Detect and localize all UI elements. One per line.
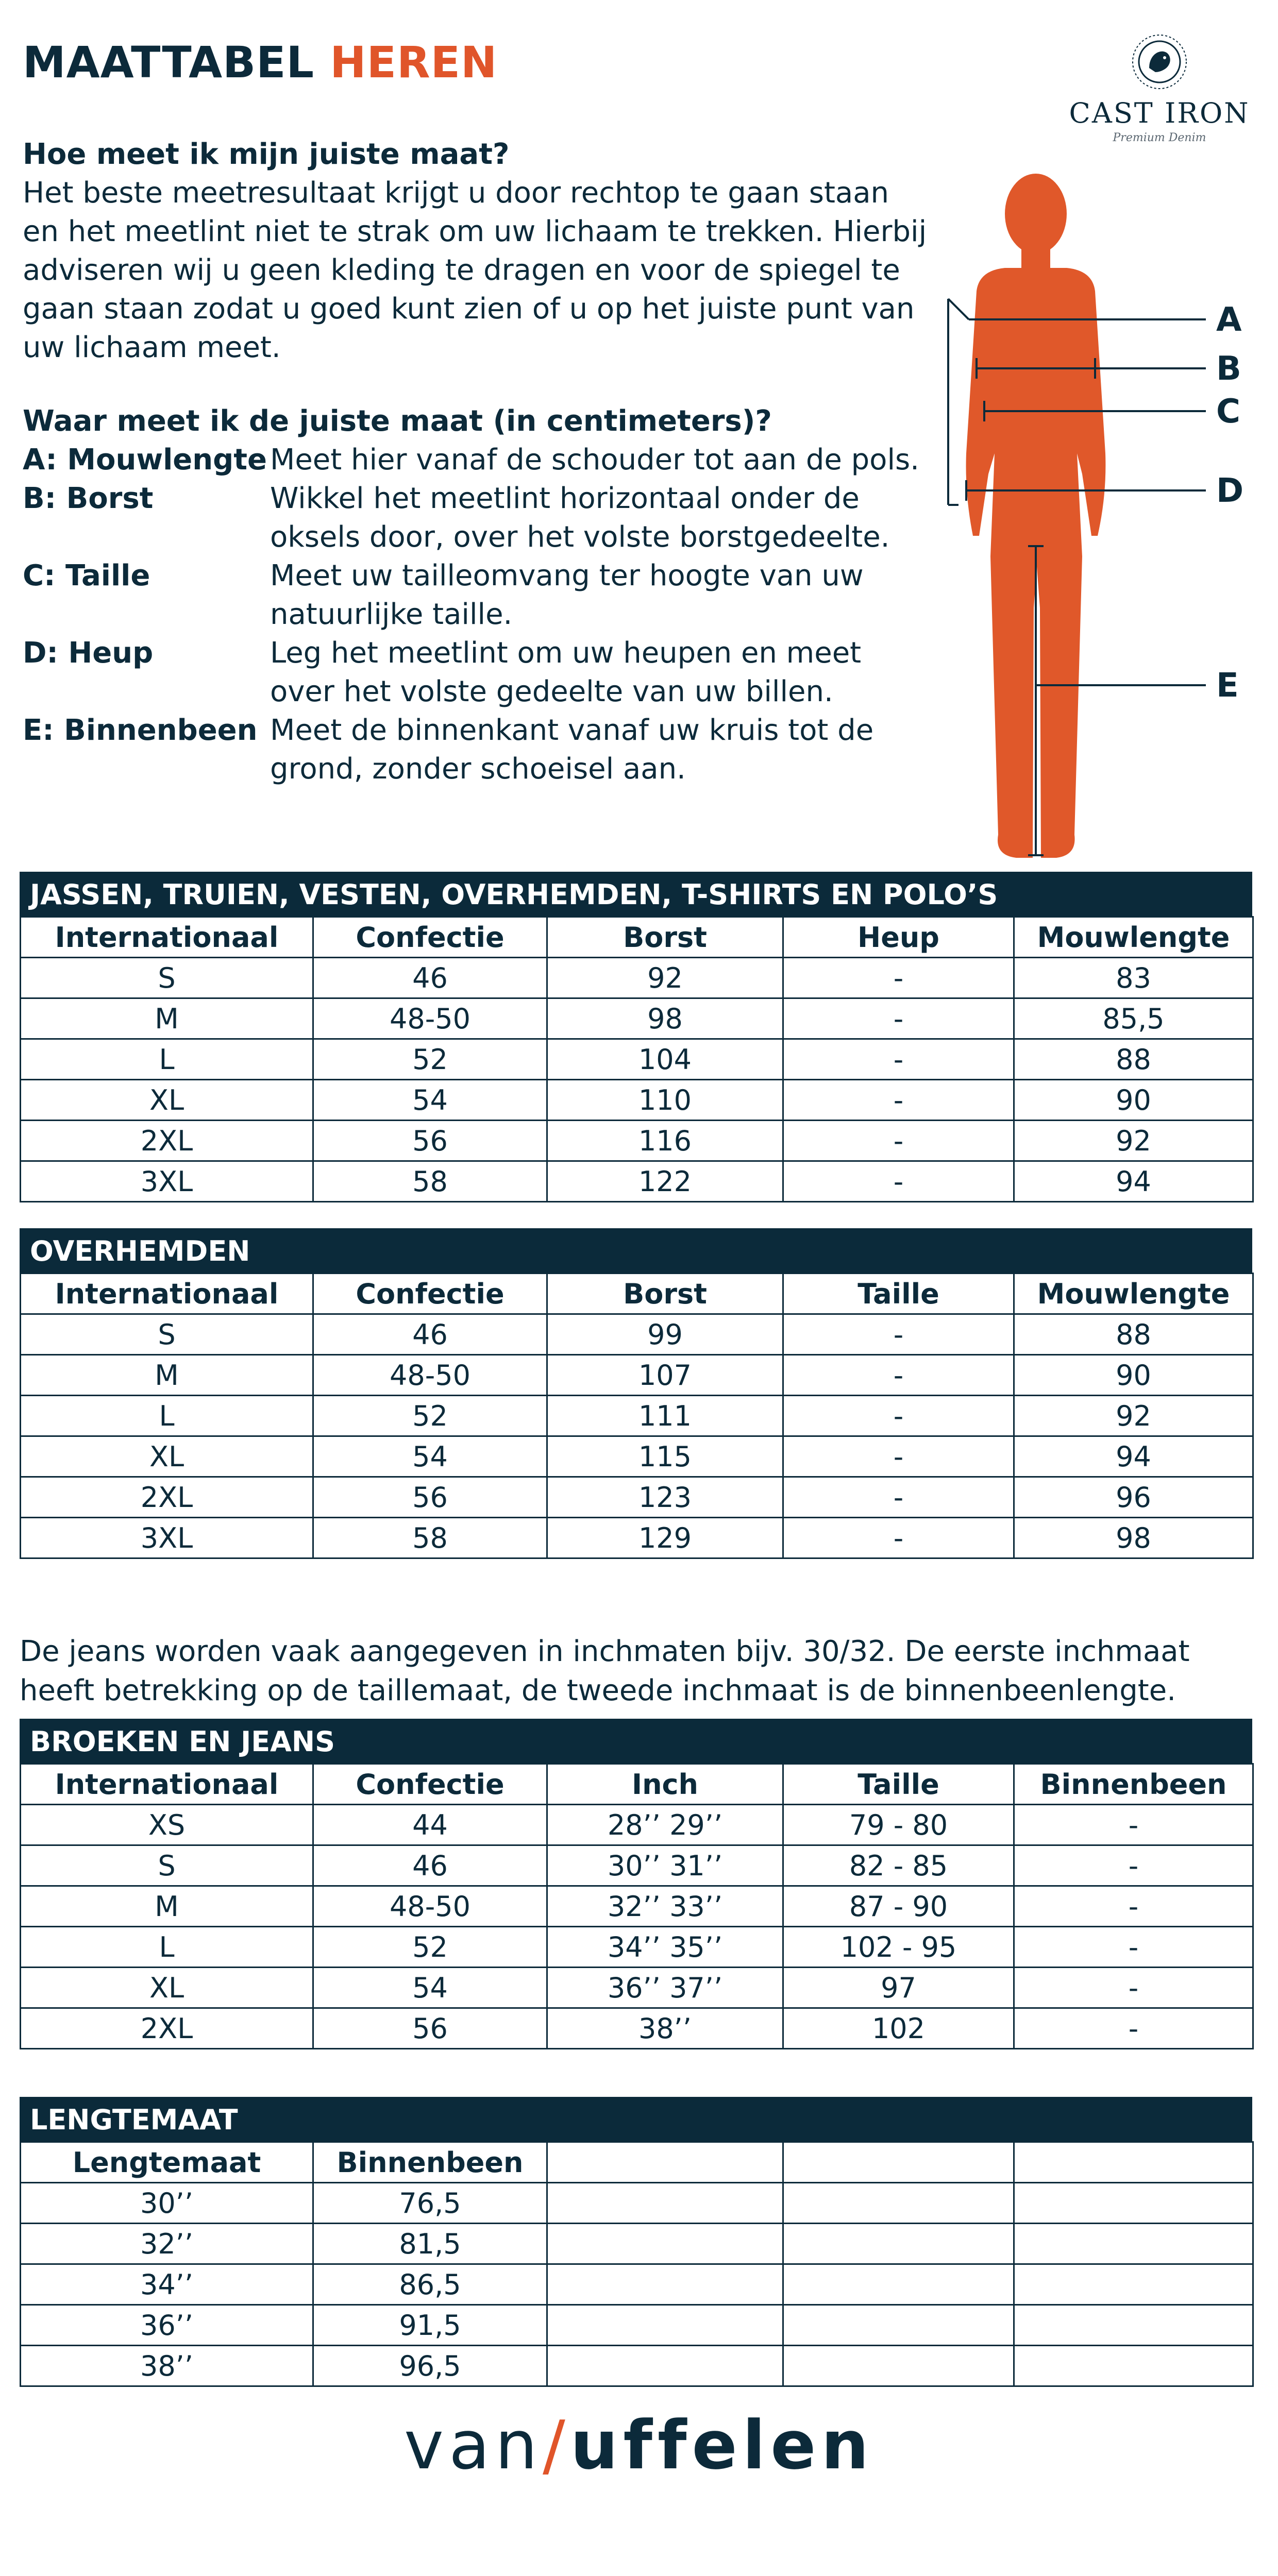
table-cell: - — [1014, 2008, 1253, 2049]
table-cell: 34’’ — [21, 2264, 313, 2305]
measure-key: C: Taille — [23, 559, 150, 592]
table-cell: 52 — [313, 1039, 547, 1080]
intro-line: uw lichaam meet. — [23, 331, 281, 364]
column-header: Taille — [783, 1764, 1014, 1805]
table-cell: 92 — [1014, 1396, 1253, 1436]
column-header: Internationaal — [21, 917, 313, 958]
table-cell: 34’’ 35’’ — [547, 1927, 783, 1968]
table-cell: 38’’ — [21, 2346, 313, 2386]
measure-key: B: Borst — [23, 482, 154, 515]
table-row — [21, 2008, 1253, 2049]
table-cell: M — [21, 1886, 313, 1927]
table-cell: 30’’ 31’’ — [547, 1845, 783, 1886]
table-row — [21, 1121, 1253, 1161]
column-header: Confectie — [313, 1274, 547, 1314]
table-cell — [547, 2183, 783, 2224]
table-cell: 54 — [313, 1080, 547, 1121]
table-cell: 48-50 — [313, 1886, 547, 1927]
measure-desc: Meet uw tailleomvang ter hoogte van uw — [270, 559, 864, 592]
measure-item-waist — [23, 556, 950, 634]
table-cell: - — [1014, 1927, 1253, 1968]
table-cell: 46 — [313, 958, 547, 998]
table-shirts — [20, 1228, 1252, 1559]
table-cell: 54 — [313, 1968, 547, 2008]
measure-desc: Meet de binnenkant vanaf uw kruis tot de — [270, 714, 874, 747]
table-cell: - — [783, 1477, 1014, 1518]
logo-right: uffelen — [570, 2406, 874, 2484]
measure-desc: Leg het meetlint om uw heupen en meet — [270, 636, 862, 670]
measure-key: E: Binnenbeen — [23, 714, 258, 747]
table-row — [21, 1805, 1253, 1845]
column-header: Heup — [783, 917, 1014, 958]
table-cell — [547, 2305, 783, 2346]
jeans-note — [20, 1632, 1267, 1710]
table-cell: - — [783, 1080, 1014, 1121]
column-header — [1014, 2142, 1253, 2183]
table-header-row — [21, 917, 1253, 958]
table-cell — [547, 2224, 783, 2264]
table-title: LENGTEMAAT — [20, 2097, 1252, 2141]
table-cell — [1014, 2264, 1253, 2305]
table-cell: XL — [21, 1080, 313, 1121]
measure-desc: Wikkel het meetlint horizontaal onder de — [270, 482, 860, 515]
table-cell: M — [21, 998, 313, 1039]
size-table — [20, 1273, 1254, 1559]
table-cell: - — [783, 1396, 1014, 1436]
table-cell: - — [783, 1355, 1014, 1396]
table-row — [21, 958, 1253, 998]
table-cell: 85,5 — [1014, 998, 1253, 1039]
table-cell — [1014, 2224, 1253, 2264]
column-header: Borst — [547, 917, 783, 958]
table-title: BROEKEN EN JEANS — [20, 1719, 1252, 1763]
brand-subtitle: Premium Denim — [1113, 131, 1206, 144]
table-cell: 88 — [1014, 1039, 1253, 1080]
table-cell: 97 — [783, 1968, 1014, 2008]
table-cell: 94 — [1014, 1436, 1253, 1477]
table-cell: 76,5 — [313, 2183, 547, 2224]
table-cell: L — [21, 1396, 313, 1436]
table-cell: 99 — [547, 1314, 783, 1355]
cast-iron-logo — [1067, 31, 1252, 144]
table-cell — [547, 2264, 783, 2305]
logo-slash: / — [543, 2406, 570, 2484]
table-title: JASSEN, TRUIEN, VESTEN, OVERHEMDEN, T-SHIRTS EN POLO’S — [20, 872, 1252, 916]
table-cell: 58 — [313, 1161, 547, 1202]
measure-heading: Waar meet ik de juiste maat (in centimeters)? — [23, 404, 772, 438]
table-row — [21, 2305, 1253, 2346]
table-cell — [547, 2346, 783, 2386]
table-cell: - — [783, 958, 1014, 998]
table-cell — [1014, 2183, 1253, 2224]
table-cell: L — [21, 1039, 313, 1080]
table-row — [21, 1039, 1253, 1080]
van-uffelen-logo — [0, 2406, 1278, 2484]
title-main: MAATTABEL — [23, 37, 315, 88]
table-cell: 56 — [313, 1477, 547, 1518]
table-cell: 123 — [547, 1477, 783, 1518]
table-cell: 122 — [547, 1161, 783, 1202]
measure-desc: over het volste gedeelte van uw billen. — [270, 675, 833, 708]
table-cell: 102 - 95 — [783, 1927, 1014, 1968]
table-cell: M — [21, 1355, 313, 1396]
figure-label-d: D — [1216, 472, 1244, 510]
table-cell: 48-50 — [313, 998, 547, 1039]
table-row — [21, 1886, 1253, 1927]
table-cell: 32’’ 33’’ — [547, 1886, 783, 1927]
table-jackets — [20, 872, 1252, 1202]
table-cell: 96 — [1014, 1477, 1253, 1518]
table-cell: 87 - 90 — [783, 1886, 1014, 1927]
table-cell: XS — [21, 1805, 313, 1845]
table-cell: 98 — [1014, 1518, 1253, 1558]
logo-left: van — [404, 2406, 543, 2484]
measure-guide — [23, 402, 950, 788]
column-header: Binnenbeen — [313, 2142, 547, 2183]
intro-line: en het meetlint niet te strak om uw lichaam te trekken. Hierbij — [23, 215, 927, 248]
table-row — [21, 2264, 1253, 2305]
figure-label-e: E — [1216, 667, 1239, 705]
measure-item-hip — [23, 634, 950, 711]
table-cell: 83 — [1014, 958, 1253, 998]
table-cell: 116 — [547, 1121, 783, 1161]
table-cell — [783, 2346, 1014, 2386]
brand-name: CAST IRON — [1069, 97, 1250, 129]
column-header — [783, 2142, 1014, 2183]
title-accent: HEREN — [330, 37, 498, 88]
table-row — [21, 1477, 1253, 1518]
measure-desc: natuurlijke taille. — [270, 598, 513, 631]
measure-item-inseam — [23, 711, 950, 788]
note-line: heeft betrekking op de taillemaat, de tweede inchmaat is de binnenbeenlengte. — [20, 1674, 1176, 1707]
table-cell: S — [21, 958, 313, 998]
column-header: Taille — [783, 1274, 1014, 1314]
table-row — [21, 2346, 1253, 2386]
table-cell: 115 — [547, 1436, 783, 1477]
table-cell — [783, 2264, 1014, 2305]
table-cell: 79 - 80 — [783, 1805, 1014, 1845]
table-cell: 92 — [547, 958, 783, 998]
table-row — [21, 1968, 1253, 2008]
table-cell: 3XL — [21, 1518, 313, 1558]
table-cell: - — [783, 1121, 1014, 1161]
table-cell: 36’’ — [21, 2305, 313, 2346]
body-figure — [928, 165, 1268, 871]
note-line: De jeans worden vaak aangegeven in inchmaten bijv. 30/32. De eerste inchmaat — [20, 1635, 1190, 1668]
intro-section — [23, 135, 930, 367]
measure-key: A: Mouwlengte — [23, 443, 267, 477]
measure-desc: Meet hier vanaf de schouder tot aan de pols. — [270, 443, 919, 477]
measure-key: D: Heup — [23, 636, 154, 670]
table-row — [21, 1436, 1253, 1477]
table-cell: 32’’ — [21, 2224, 313, 2264]
table-cell — [783, 2224, 1014, 2264]
table-cell: 81,5 — [313, 2224, 547, 2264]
table-cell: - — [783, 1436, 1014, 1477]
table-cell: - — [783, 1161, 1014, 1202]
table-cell: XL — [21, 1436, 313, 1477]
table-cell — [1014, 2346, 1253, 2386]
table-cell: 3XL — [21, 1161, 313, 1202]
table-trousers — [20, 1719, 1252, 2049]
table-cell: 98 — [547, 998, 783, 1039]
table-cell: 30’’ — [21, 2183, 313, 2224]
table-cell: 88 — [1014, 1314, 1253, 1355]
figure-label-b: B — [1216, 350, 1241, 388]
table-cell: 46 — [313, 1314, 547, 1355]
table-title: OVERHEMDEN — [20, 1228, 1252, 1273]
table-cell: - — [1014, 1968, 1253, 2008]
table-cell: S — [21, 1314, 313, 1355]
column-header: Mouwlengte — [1014, 1274, 1253, 1314]
table-row — [21, 1314, 1253, 1355]
table-row — [21, 1161, 1253, 1202]
table-cell: 56 — [313, 1121, 547, 1161]
table-cell: 90 — [1014, 1355, 1253, 1396]
table-cell: - — [783, 1039, 1014, 1080]
measure-desc: oksels door, over het volste borstgedeelte. — [270, 520, 890, 554]
figure-label-a: A — [1216, 301, 1242, 339]
table-header-row — [21, 2142, 1253, 2183]
table-cell: 28’’ 29’’ — [547, 1805, 783, 1845]
table-cell — [783, 2183, 1014, 2224]
column-header — [547, 2142, 783, 2183]
table-cell: L — [21, 1927, 313, 1968]
table-header-row — [21, 1764, 1253, 1805]
figure-label-c: C — [1216, 393, 1240, 431]
column-header: Borst — [547, 1274, 783, 1314]
column-header: Internationaal — [21, 1274, 313, 1314]
intro-line: Het beste meetresultaat krijgt u door rechtop te gaan staan — [23, 176, 889, 210]
table-cell: - — [1014, 1886, 1253, 1927]
table-length — [20, 2097, 1252, 2387]
size-table — [20, 916, 1254, 1202]
lion-emblem-icon — [1129, 31, 1190, 93]
table-cell: 129 — [547, 1518, 783, 1558]
table-cell: 82 - 85 — [783, 1845, 1014, 1886]
size-table — [20, 2141, 1254, 2387]
table-header-row — [21, 1274, 1253, 1314]
column-header: Confectie — [313, 1764, 547, 1805]
table-cell — [1014, 2305, 1253, 2346]
table-cell: 2XL — [21, 2008, 313, 2049]
table-cell: 58 — [313, 1518, 547, 1558]
table-cell: 92 — [1014, 1121, 1253, 1161]
intro-heading: Hoe meet ik mijn juiste maat? — [23, 138, 510, 171]
table-cell: 102 — [783, 2008, 1014, 2049]
size-table — [20, 1763, 1254, 2049]
table-cell: 52 — [313, 1396, 547, 1436]
table-row — [21, 998, 1253, 1039]
table-row — [21, 1080, 1253, 1121]
table-cell: 91,5 — [313, 2305, 547, 2346]
table-row — [21, 1845, 1253, 1886]
table-cell: 2XL — [21, 1477, 313, 1518]
table-cell: 36’’ 37’’ — [547, 1968, 783, 2008]
table-cell: 96,5 — [313, 2346, 547, 2386]
table-cell: 90 — [1014, 1080, 1253, 1121]
table-cell: 86,5 — [313, 2264, 547, 2305]
table-cell: 48-50 — [313, 1355, 547, 1396]
table-cell: - — [1014, 1845, 1253, 1886]
column-header: Inch — [547, 1764, 783, 1805]
table-cell — [783, 2305, 1014, 2346]
table-cell: 56 — [313, 2008, 547, 2049]
intro-line: adviseren wij u geen kleding te dragen en voor de spiegel te — [23, 253, 900, 287]
table-cell: 54 — [313, 1436, 547, 1477]
column-header: Lengtemaat — [21, 2142, 313, 2183]
table-cell: - — [783, 1518, 1014, 1558]
column-header: Confectie — [313, 917, 547, 958]
page-title — [23, 37, 497, 88]
table-cell: - — [783, 998, 1014, 1039]
table-cell: S — [21, 1845, 313, 1886]
table-row — [21, 2183, 1253, 2224]
table-cell: 94 — [1014, 1161, 1253, 1202]
table-row — [21, 1518, 1253, 1558]
measure-item-chest — [23, 479, 950, 556]
table-cell: - — [783, 1314, 1014, 1355]
table-cell: 110 — [547, 1080, 783, 1121]
table-cell: 38’’ — [547, 2008, 783, 2049]
intro-line: gaan staan zodat u goed kunt zien of u op het juiste punt van — [23, 292, 915, 326]
table-row — [21, 1355, 1253, 1396]
measure-item-sleeve — [23, 440, 950, 479]
table-cell: 2XL — [21, 1121, 313, 1161]
table-cell: XL — [21, 1968, 313, 2008]
column-header: Mouwlengte — [1014, 917, 1253, 958]
table-cell: 52 — [313, 1927, 547, 1968]
measure-desc: grond, zonder schoeisel aan. — [270, 752, 686, 786]
table-cell: - — [1014, 1805, 1253, 1845]
column-header: Binnenbeen — [1014, 1764, 1253, 1805]
table-cell: 111 — [547, 1396, 783, 1436]
table-row — [21, 1396, 1253, 1436]
column-header: Internationaal — [21, 1764, 313, 1805]
table-cell: 44 — [313, 1805, 547, 1845]
table-cell: 107 — [547, 1355, 783, 1396]
table-cell: 104 — [547, 1039, 783, 1080]
table-row — [21, 2224, 1253, 2264]
table-row — [21, 1927, 1253, 1968]
table-cell: 46 — [313, 1845, 547, 1886]
